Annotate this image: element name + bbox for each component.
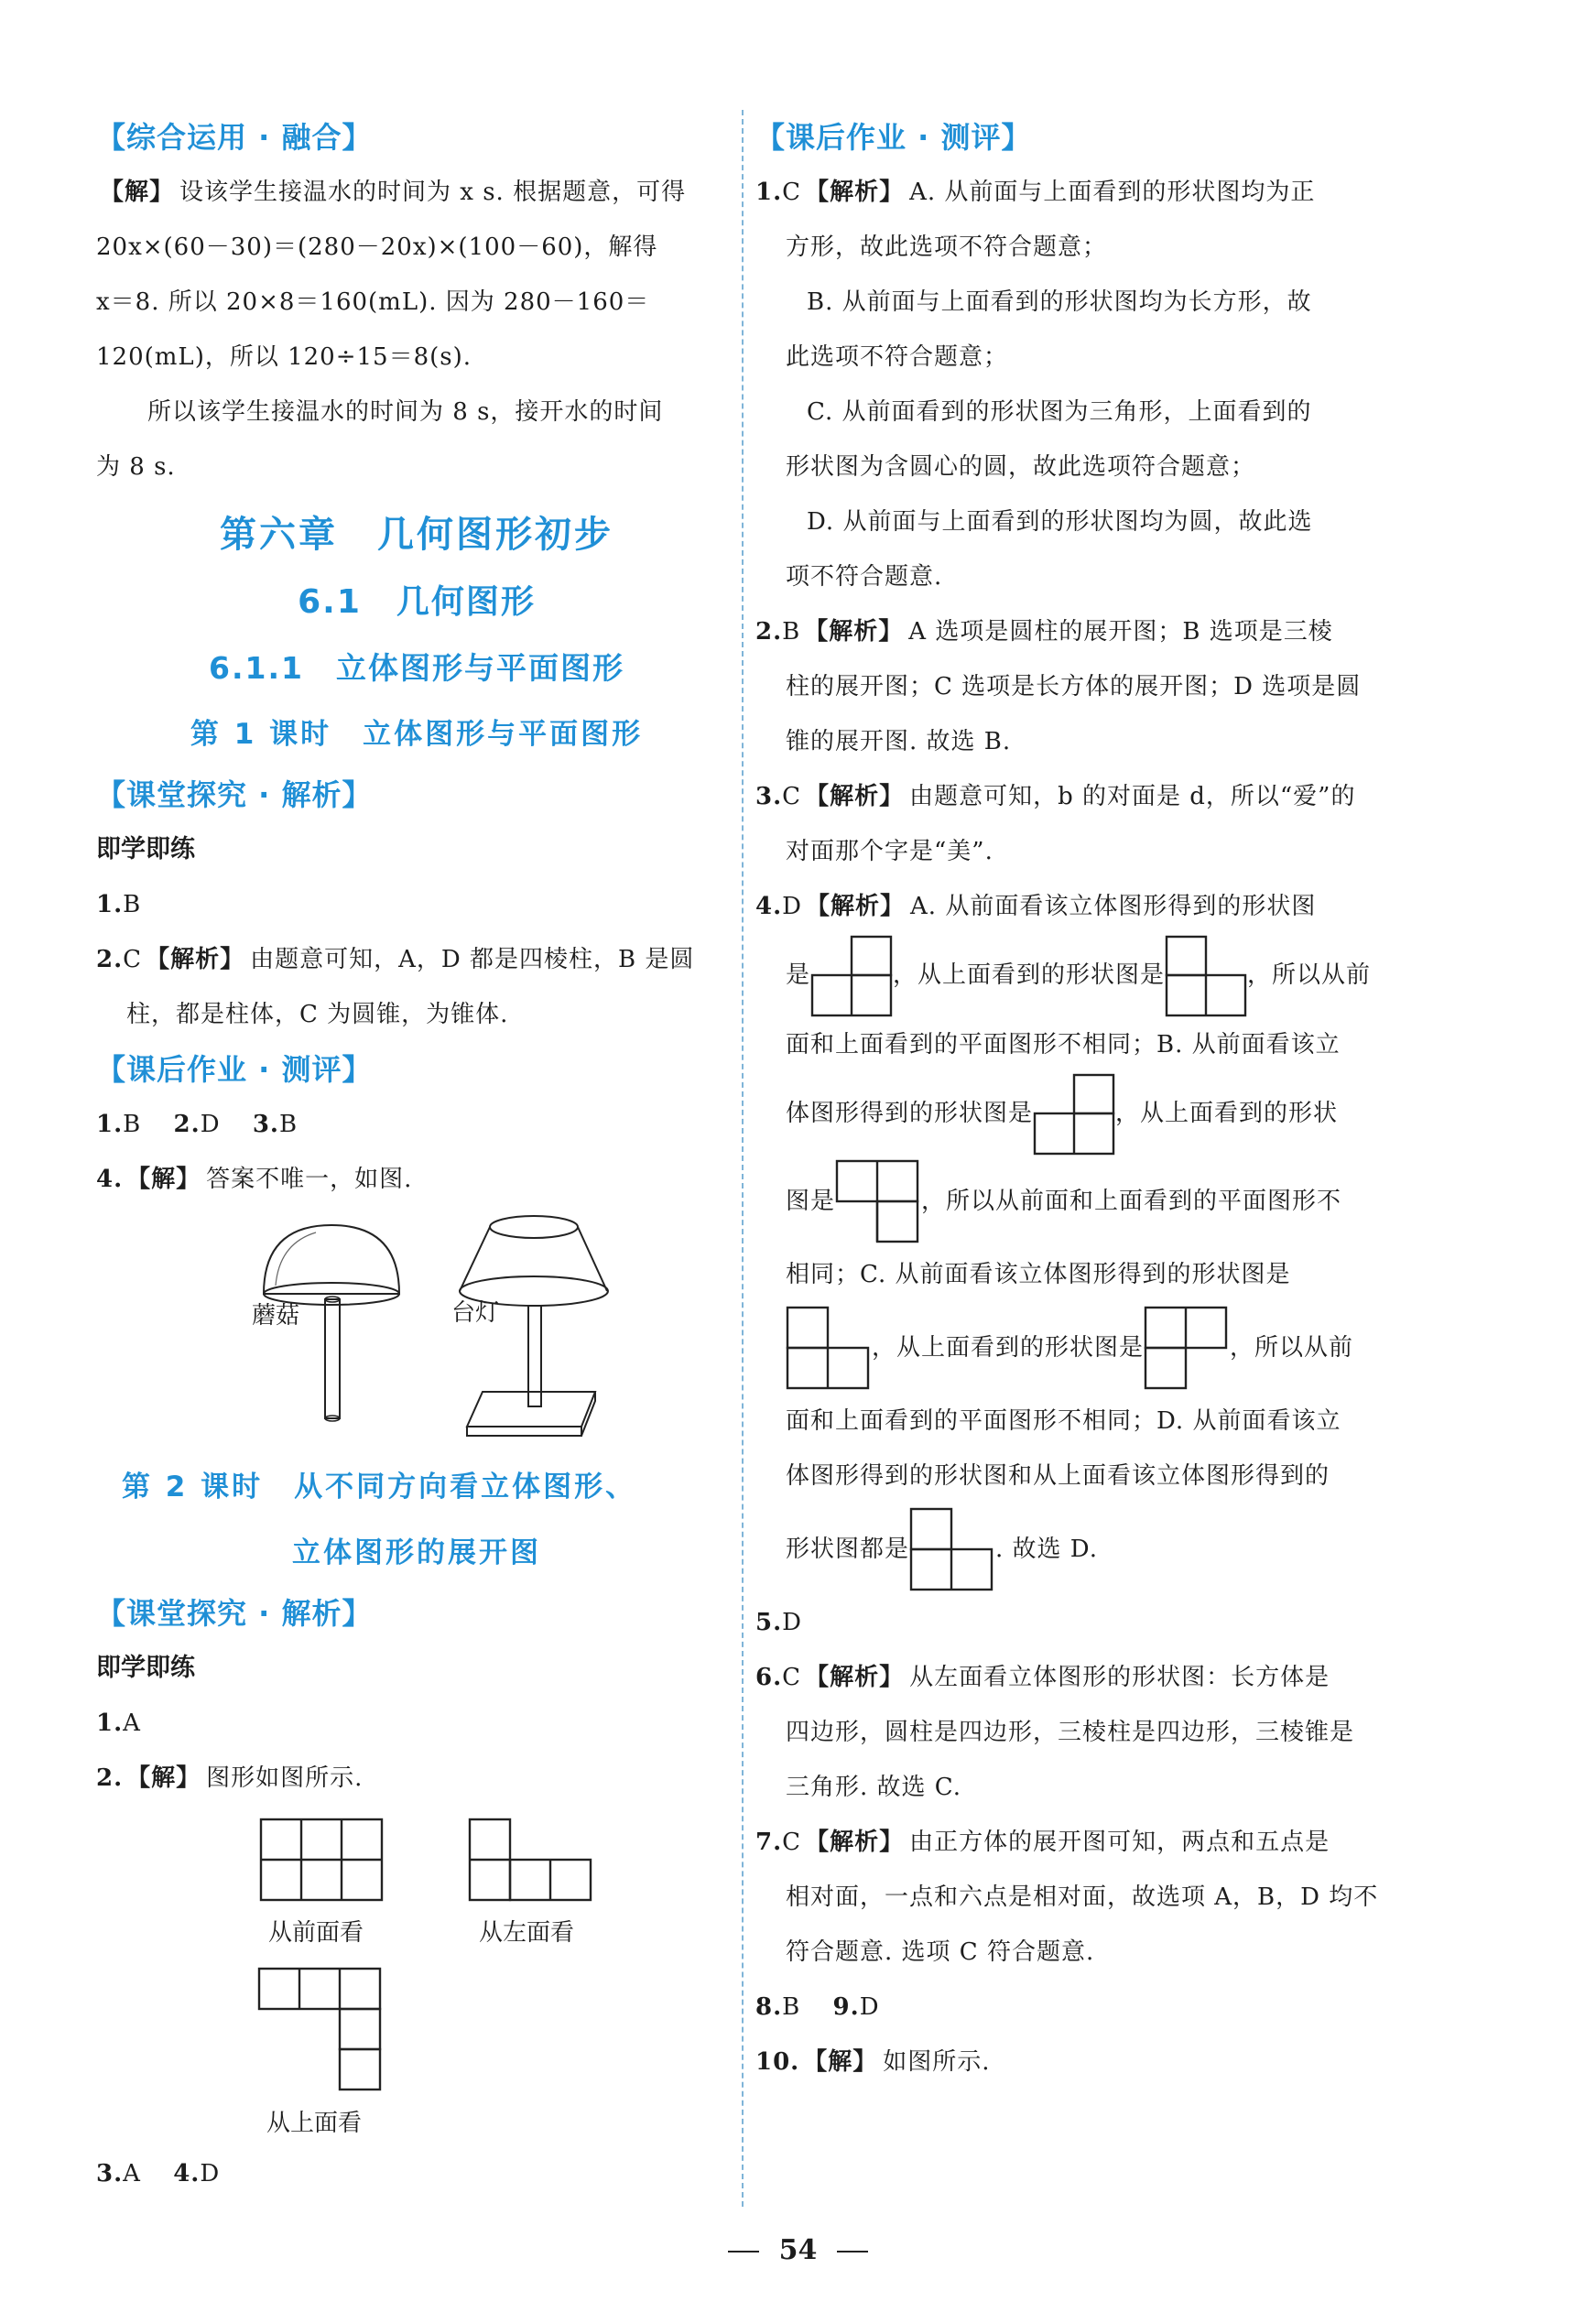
answer-item: 3.C 【解析】 由题意可知，b 的对面是 d，所以“爱”的	[755, 783, 1356, 810]
shape-l-top-a	[1165, 935, 1247, 1017]
shape-l-top-c	[1144, 1306, 1230, 1392]
three-views-figure	[96, 1806, 737, 2172]
answer-line: 柱的展开图；C 选项是长方体的展开图；D 选项是圆	[786, 673, 1362, 700]
column-divider	[742, 110, 744, 2207]
answer-item: 1.A	[96, 1710, 141, 1737]
shape-l-front-c	[786, 1306, 872, 1392]
answer-line: 相同；C. 从前面看该立体图形得到的形状图是	[786, 1261, 1291, 1288]
shape-l-both-d	[909, 1507, 995, 1593]
three-views-drawing	[96, 1806, 737, 2172]
solution-line: x＝8. 所以 20×8＝160(mL). 因为 280－160＝	[96, 288, 650, 316]
lamp-label: 台灯	[451, 1299, 500, 1327]
answer-item: 2. 【解】 图形如图所示.	[96, 1764, 364, 1792]
page-number: 54	[0, 2234, 1596, 2266]
answer-line: B. 从前面与上面看到的形状图均为长方形，故	[807, 288, 1312, 316]
answer-item: 6.C 【解析】 从左面看立体图形的形状图：长方体是	[755, 1664, 1330, 1691]
left-view-caption: 从左面看	[479, 1919, 575, 1947]
answer-item: 4.D 【解析】 A. 从前面看该立体图形得到的形状图	[755, 893, 1317, 920]
answer-line-with-figures: 图是 ，所以从前面和上面看到的平面图形不	[755, 1156, 1396, 1247]
mushroom-lamp-drawing	[96, 1207, 737, 1445]
top-view-grid	[259, 1969, 380, 2090]
shape-t-top-b	[835, 1159, 921, 1245]
answer-line: 形状图为含圆心的圆，故此选项符合题意；	[786, 453, 1256, 481]
solution-line: 【解】 设该学生接温水的时间为 x s. 根据题意，可得	[100, 179, 687, 206]
answer-row: 8.B 9.D	[755, 1993, 880, 2021]
left-column	[96, 110, 737, 2201]
front-view-caption: 从前面看	[268, 1919, 364, 1947]
section-title: 6.1 几何图形	[298, 583, 536, 621]
answer-line: 锥的展开图. 故选 B.	[786, 728, 1012, 755]
front-view-grid	[261, 1819, 382, 1900]
lesson-title-cont: 立体图形的展开图	[292, 1536, 541, 1569]
answer-item: 4. 【解】 答案不唯一，如图.	[96, 1166, 413, 1193]
practice-heading: 即学即练	[96, 1654, 195, 1682]
section-heading-homework: 【课后作业 · 测评】	[755, 120, 1032, 155]
shape-l-front-b	[1033, 1073, 1115, 1156]
answer-item: 2.C 【解析】 由题意可知，A，D 都是四棱柱，B 是圆	[96, 946, 695, 973]
left-view-grid	[470, 1819, 591, 1900]
solution-line: 20x×(60－30)＝(280－20x)×(100－60)，解得	[96, 233, 658, 261]
answer-line: 面和上面看到的平面图形不相同；B. 从前面看该立	[786, 1031, 1341, 1058]
section-heading-class-explore: 【课堂探究 · 解析】	[96, 1596, 373, 1631]
answer-line: 符合题意. 选项 C 符合题意.	[786, 1938, 1095, 1966]
answer-line: 体图形得到的形状图和从上面看该立体图形得到的	[786, 1462, 1330, 1490]
solution-line: 所以该学生接温水的时间为 8 s，接开水的时间	[147, 398, 664, 426]
answer-line: 对面那个字是“美”.	[786, 838, 993, 865]
answer-line: 相对面，一点和六点是相对面，故选项 A，B，D 均不	[786, 1883, 1379, 1911]
section-heading-class-explore: 【课堂探究 · 解析】	[96, 777, 373, 812]
answer-line: 四边形，圆柱是四边形，三棱柱是四边形，三棱锥是	[786, 1719, 1355, 1746]
answer-row: 3.A 4.D	[96, 2160, 221, 2187]
mushroom-lamp-figure	[96, 1207, 737, 1445]
section-heading-comprehensive: 【综合运用 · 融合】	[96, 120, 373, 155]
answer-item: 10. 【解】 如图所示.	[755, 2048, 991, 2076]
solution-line: 为 8 s.	[96, 453, 176, 481]
solution-line: 120(mL)，所以 120÷15＝8(s).	[96, 343, 472, 371]
answer-item: 5.D	[755, 1609, 803, 1636]
chapter-title: 第六章 几何图形初步	[220, 514, 613, 556]
answer-line: 面和上面看到的平面图形不相同；D. 从前面看该立	[786, 1407, 1341, 1435]
lesson-title: 第 1 课时 立体图形与平面图形	[190, 718, 644, 751]
shape-l-front-a	[810, 935, 893, 1017]
answer-line-with-figures: 体图形得到的形状图是 ，从上面看到的形状	[755, 1072, 1396, 1156]
answer-line-with-figures: ，从上面看到的形状图是 ，所以从前	[755, 1302, 1396, 1394]
footer-dash-right	[837, 2251, 868, 2252]
answer-line: D. 从前面与上面看到的形状图均为圆，故此选	[807, 508, 1313, 536]
mushroom-label: 蘑菇	[252, 1302, 300, 1330]
answer-line-with-figures: 形状图都是 . 故选 D.	[755, 1503, 1396, 1595]
answer-line: 此选项不符合题意；	[786, 343, 1009, 371]
answer-line: 三角形. 故选 C.	[786, 1774, 962, 1801]
practice-heading: 即学即练	[96, 835, 195, 863]
subsection-title: 6.1.1 立体图形与平面图形	[209, 650, 624, 686]
answer-item: 7.C 【解析】 由正方体的展开图可知，两点和五点是	[755, 1829, 1330, 1856]
answer-item: 1.B	[96, 891, 142, 918]
answer-line: 方形，故此选项不符合题意；	[786, 233, 1108, 261]
lesson-title: 第 2 课时 从不同方向看立体图形、	[122, 1471, 637, 1503]
answer-line: 柱，都是柱体，C 为圆锥，为锥体.	[126, 1001, 509, 1028]
answer-item: 1.C 【解析】 A. 从前面与上面看到的形状图均为正	[755, 179, 1316, 206]
answer-line-with-figures: 是 ，从上面看到的形状图是 ，所以从前	[755, 934, 1396, 1017]
answer-line: 项不符合题意.	[786, 563, 943, 591]
top-view-caption: 从上面看	[266, 2110, 363, 2137]
answer-item: 2.B 【解析】 A 选项是圆柱的展开图；B 选项是三棱	[755, 618, 1333, 646]
footer-dash-left	[728, 2251, 759, 2252]
answer-row: 1.B 2.D 3.B	[96, 1111, 299, 1138]
section-heading-homework: 【课后作业 · 测评】	[96, 1052, 373, 1087]
right-column	[755, 110, 1396, 2090]
answer-line: C. 从前面看到的形状图为三角形，上面看到的	[807, 398, 1312, 426]
